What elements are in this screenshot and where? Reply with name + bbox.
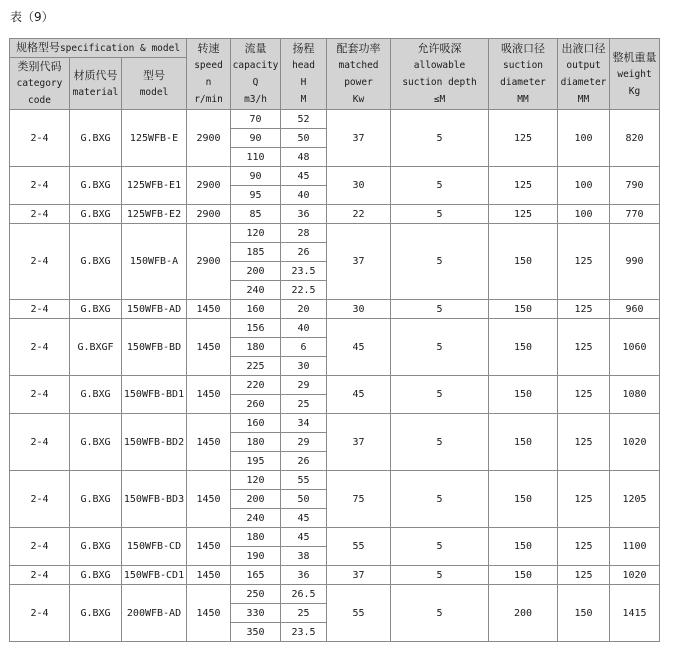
- capacity-cell: 225: [231, 357, 281, 376]
- suction-depth-cell: 5: [391, 224, 489, 300]
- speed-cell: 1450: [187, 414, 231, 471]
- head-cell: 26: [281, 243, 327, 262]
- capacity-cell: 160: [231, 414, 281, 433]
- category-en-1: category: [16, 78, 63, 89]
- power-en-3: Kw: [352, 94, 365, 105]
- capacity-cell: 70: [231, 110, 281, 129]
- suction-diameter-cell: 150: [489, 224, 558, 300]
- output-diameter-cell: 100: [558, 167, 610, 205]
- head-cell: 50: [281, 490, 327, 509]
- head-en-1: head: [292, 60, 315, 71]
- pump-spec-table: [9, 38, 660, 642]
- weight-cn: 整机重量: [612, 50, 657, 64]
- material-cell: G.BXG: [70, 224, 122, 300]
- power-header: [327, 39, 391, 110]
- output-diameter-cell: 125: [558, 566, 610, 585]
- capacity-cell: 85: [231, 205, 281, 224]
- head-cell: 25: [281, 604, 327, 623]
- capacity-en-3: m3/h: [244, 94, 267, 105]
- model-cell: 150WFB-CD: [122, 528, 187, 566]
- suction-diameter-cell: 150: [489, 528, 558, 566]
- power-en-1: matched: [338, 60, 379, 71]
- suction-diameter-cell: 125: [489, 110, 558, 167]
- weight-en-1: weight: [617, 68, 652, 80]
- model-cn: 型号: [143, 68, 165, 82]
- category-code-cell: 2-4: [10, 566, 70, 585]
- capacity-cell: 120: [231, 471, 281, 490]
- suction-diameter-cell: 150: [489, 300, 558, 319]
- category-code-cell: 2-4: [10, 376, 70, 414]
- suction-diameter-header: [489, 39, 558, 110]
- suction-diameter-cell: 150: [489, 471, 558, 528]
- suction-dia-en-1: suction: [502, 60, 544, 71]
- model-cell: 150WFB-BD1: [122, 376, 187, 414]
- weight-cell: 1020: [610, 566, 660, 585]
- weight-cell: 1060: [610, 319, 660, 376]
- category-code-cell: 2-4: [10, 319, 70, 376]
- category-code-cell: 2-4: [10, 205, 70, 224]
- suction-diameter-cell: 125: [489, 167, 558, 205]
- suction-diameter-cell: 150: [489, 566, 558, 585]
- model-cell: 150WFB-BD3: [122, 471, 187, 528]
- weight-cell: 1205: [610, 471, 660, 528]
- head-cell: 50: [281, 129, 327, 148]
- head-cell: 38: [281, 547, 327, 566]
- capacity-cell: 195: [231, 452, 281, 471]
- suction-dia-en-3: MM: [517, 94, 529, 105]
- model-en: model: [139, 86, 169, 98]
- weight-cell: 770: [610, 205, 660, 224]
- material-cell: G.BXG: [70, 205, 122, 224]
- power-cell: 30: [327, 167, 391, 205]
- output-dia-en-1: output: [566, 60, 601, 71]
- output-diameter-cell: 125: [558, 319, 610, 376]
- output-dia-cn: 出液口径: [561, 42, 606, 55]
- material-cell: G.BXG: [70, 110, 122, 167]
- weight-cell: 790: [610, 167, 660, 205]
- capacity-header: [231, 39, 281, 110]
- capacity-cell: 110: [231, 148, 281, 167]
- suction-dia-en-2: diameter: [500, 77, 546, 88]
- head-cell: 45: [281, 528, 327, 547]
- head-cell: 52: [281, 110, 327, 129]
- head-en-2: H: [300, 77, 307, 88]
- suction-depth-cell: 5: [391, 585, 489, 642]
- capacity-cell: 95: [231, 186, 281, 205]
- head-cell: 23.5: [281, 262, 327, 281]
- weight-cell: 960: [610, 300, 660, 319]
- capacity-cell: 180: [231, 338, 281, 357]
- model-cell: 125WFB-E2: [122, 205, 187, 224]
- head-cell: 29: [281, 376, 327, 395]
- group-cn: 规格型号: [15, 41, 60, 54]
- head-cell: 29: [281, 433, 327, 452]
- speed-cn: 转速: [197, 42, 220, 55]
- capacity-cell: 90: [231, 167, 281, 186]
- output-diameter-cell: 125: [558, 528, 610, 566]
- material-cell: G.BXG: [70, 414, 122, 471]
- suction-diameter-cell: 125: [489, 205, 558, 224]
- capacity-cell: 160: [231, 300, 281, 319]
- weight-cell: 1100: [610, 528, 660, 566]
- model-cell: 200WFB-AD: [122, 585, 187, 642]
- head-cell: 40: [281, 319, 327, 338]
- power-cell: 55: [327, 585, 391, 642]
- category-cn: 类别代码: [17, 60, 62, 73]
- capacity-cell: 200: [231, 262, 281, 281]
- speed-cell: 1450: [187, 585, 231, 642]
- head-cell: 20: [281, 300, 327, 319]
- suction-depth-cell: 5: [391, 319, 489, 376]
- speed-cell: 2900: [187, 205, 231, 224]
- power-cell: 37: [327, 414, 391, 471]
- category-header: [10, 58, 70, 110]
- weight-cell: 820: [610, 110, 660, 167]
- capacity-cell: 250: [231, 585, 281, 604]
- model-cell: 125WFB-E1: [122, 167, 187, 205]
- model-cell: 150WFB-AD: [122, 300, 187, 319]
- speed-cell: 1450: [187, 528, 231, 566]
- output-diameter-cell: 125: [558, 300, 610, 319]
- output-dia-en-2: diameter: [560, 77, 607, 88]
- capacity-cell: 90: [231, 129, 281, 148]
- head-cell: 36: [281, 205, 327, 224]
- output-dia-en-3: MM: [577, 94, 590, 105]
- speed-cell: 1450: [187, 319, 231, 376]
- suction-diameter-cell: 200: [489, 585, 558, 642]
- suction-diameter-cell: 150: [489, 319, 558, 376]
- model-cell: 150WFB-BD2: [122, 414, 187, 471]
- capacity-cell: 190: [231, 547, 281, 566]
- suction-depth-en-1: allowable: [413, 60, 466, 71]
- power-cell: 22: [327, 205, 391, 224]
- capacity-cell: 156: [231, 319, 281, 338]
- material-header: [70, 58, 122, 110]
- output-diameter-cell: 100: [558, 205, 610, 224]
- head-cell: 30: [281, 357, 327, 376]
- category-code-cell: 2-4: [10, 471, 70, 528]
- power-en-2: power: [344, 77, 373, 88]
- material-cell: G.BXG: [70, 585, 122, 642]
- category-code-cell: 2-4: [10, 110, 70, 167]
- table-row: [10, 585, 660, 604]
- material-cell: G.BXG: [70, 471, 122, 528]
- power-cell: 45: [327, 376, 391, 414]
- suction-depth-cell: 5: [391, 566, 489, 585]
- power-cell: 37: [327, 110, 391, 167]
- suction-depth-cell: 5: [391, 205, 489, 224]
- head-cell: 28: [281, 224, 327, 243]
- table-row: [10, 566, 660, 585]
- output-diameter-cell: 100: [558, 110, 610, 167]
- table-row: [10, 300, 660, 319]
- table-row: [10, 224, 660, 243]
- table-row: [10, 471, 660, 490]
- capacity-cell: 180: [231, 528, 281, 547]
- suction-diameter-cell: 150: [489, 414, 558, 471]
- table-body: [10, 110, 660, 642]
- model-cell: 150WFB-CD1: [122, 566, 187, 585]
- category-code-cell: 2-4: [10, 585, 70, 642]
- category-code-cell: 2-4: [10, 414, 70, 471]
- model-cell: 150WFB-BD: [122, 319, 187, 376]
- category-code-cell: 2-4: [10, 528, 70, 566]
- capacity-cell: 200: [231, 490, 281, 509]
- speed-cell: 1450: [187, 376, 231, 414]
- output-diameter-cell: 125: [558, 376, 610, 414]
- table-row: [10, 205, 660, 224]
- speed-en-3: r/min: [194, 94, 223, 105]
- power-cell: 30: [327, 300, 391, 319]
- weight-header: [610, 39, 660, 110]
- table-row: [10, 414, 660, 433]
- suction-depth-cell: 5: [391, 376, 489, 414]
- material-cell: G.BXG: [70, 566, 122, 585]
- head-cell: 45: [281, 167, 327, 186]
- head-cn: 扬程: [292, 42, 315, 55]
- material-cell: G.BXG: [70, 376, 122, 414]
- category-code-cell: 2-4: [10, 300, 70, 319]
- output-diameter-cell: 125: [558, 224, 610, 300]
- output-diameter-cell: 150: [558, 585, 610, 642]
- weight-cell: 1080: [610, 376, 660, 414]
- head-cell: 40: [281, 186, 327, 205]
- head-cell: 48: [281, 148, 327, 167]
- suction-depth-cell: 5: [391, 528, 489, 566]
- power-cn: 配套功率: [336, 42, 381, 55]
- speed-cell: 1450: [187, 566, 231, 585]
- table-row: [10, 319, 660, 338]
- capacity-en-2: Q: [252, 77, 259, 88]
- weight-cell: 1415: [610, 585, 660, 642]
- speed-en-2: n: [205, 77, 212, 88]
- suction-depth-cell: 5: [391, 300, 489, 319]
- power-cell: 37: [327, 224, 391, 300]
- suction-dia-cn: 吸液口径: [501, 42, 546, 55]
- head-header: [281, 39, 327, 110]
- power-cell: 45: [327, 319, 391, 376]
- material-cn: 材质代号: [73, 68, 118, 82]
- table-row: [10, 110, 660, 129]
- head-cell: 22.5: [281, 281, 327, 300]
- table-row: [10, 376, 660, 395]
- material-en: material: [72, 86, 119, 98]
- material-cell: G.BXG: [70, 300, 122, 319]
- category-code-cell: 2-4: [10, 224, 70, 300]
- category-code-cell: 2-4: [10, 167, 70, 205]
- head-cell: 34: [281, 414, 327, 433]
- head-cell: 36: [281, 566, 327, 585]
- model-header: [122, 58, 187, 110]
- speed-en-1: speed: [194, 60, 223, 71]
- speed-cell: 1450: [187, 471, 231, 528]
- material-cell: G.BXG: [70, 167, 122, 205]
- header-row-1: [10, 39, 660, 58]
- suction-depth-header: [391, 39, 489, 110]
- table-caption: 表（9）: [10, 10, 54, 24]
- speed-cell: 2900: [187, 224, 231, 300]
- capacity-cell: 240: [231, 509, 281, 528]
- head-cell: 26.5: [281, 585, 327, 604]
- capacity-cn: 流量: [244, 42, 267, 55]
- capacity-cell: 120: [231, 224, 281, 243]
- model-cell: 125WFB-E: [122, 110, 187, 167]
- table-row: [10, 528, 660, 547]
- output-diameter-cell: 125: [558, 414, 610, 471]
- capacity-cell: 165: [231, 566, 281, 585]
- head-cell: 55: [281, 471, 327, 490]
- capacity-cell: 350: [231, 623, 281, 642]
- suction-depth-cn: 允许吸深: [417, 42, 462, 55]
- power-cell: 37: [327, 566, 391, 585]
- category-en-2: code: [28, 95, 51, 106]
- head-cell: 25: [281, 395, 327, 414]
- suction-depth-cell: 5: [391, 414, 489, 471]
- model-cell: 150WFB-A: [122, 224, 187, 300]
- speed-cell: 1450: [187, 300, 231, 319]
- head-en-3: M: [300, 94, 307, 105]
- table-row: [10, 167, 660, 186]
- group-en: specification & model: [59, 43, 181, 54]
- material-cell: G.BXGF: [70, 319, 122, 376]
- weight-en-2: Kg: [628, 85, 641, 97]
- suction-diameter-cell: 150: [489, 376, 558, 414]
- power-cell: 55: [327, 528, 391, 566]
- capacity-cell: 180: [231, 433, 281, 452]
- suction-depth-en-2: suction depth: [402, 77, 477, 88]
- capacity-cell: 260: [231, 395, 281, 414]
- weight-cell: 990: [610, 224, 660, 300]
- suction-depth-cell: 5: [391, 471, 489, 528]
- material-cell: G.BXG: [70, 528, 122, 566]
- suction-depth-en-3: ≤M: [433, 94, 446, 105]
- head-cell: 26: [281, 452, 327, 471]
- speed-header: [187, 39, 231, 110]
- head-cell: 45: [281, 509, 327, 528]
- output-diameter-header: [558, 39, 610, 110]
- weight-cell: 1020: [610, 414, 660, 471]
- speed-cell: 2900: [187, 110, 231, 167]
- output-diameter-cell: 125: [558, 471, 610, 528]
- capacity-cell: 185: [231, 243, 281, 262]
- capacity-en-1: capacity: [232, 60, 279, 71]
- spec-model-group-header: [10, 39, 187, 58]
- suction-depth-cell: 5: [391, 167, 489, 205]
- capacity-cell: 330: [231, 604, 281, 623]
- head-cell: 6: [281, 338, 327, 357]
- speed-cell: 2900: [187, 167, 231, 205]
- head-cell: 23.5: [281, 623, 327, 642]
- capacity-cell: 220: [231, 376, 281, 395]
- suction-depth-cell: 5: [391, 110, 489, 167]
- capacity-cell: 240: [231, 281, 281, 300]
- power-cell: 75: [327, 471, 391, 528]
